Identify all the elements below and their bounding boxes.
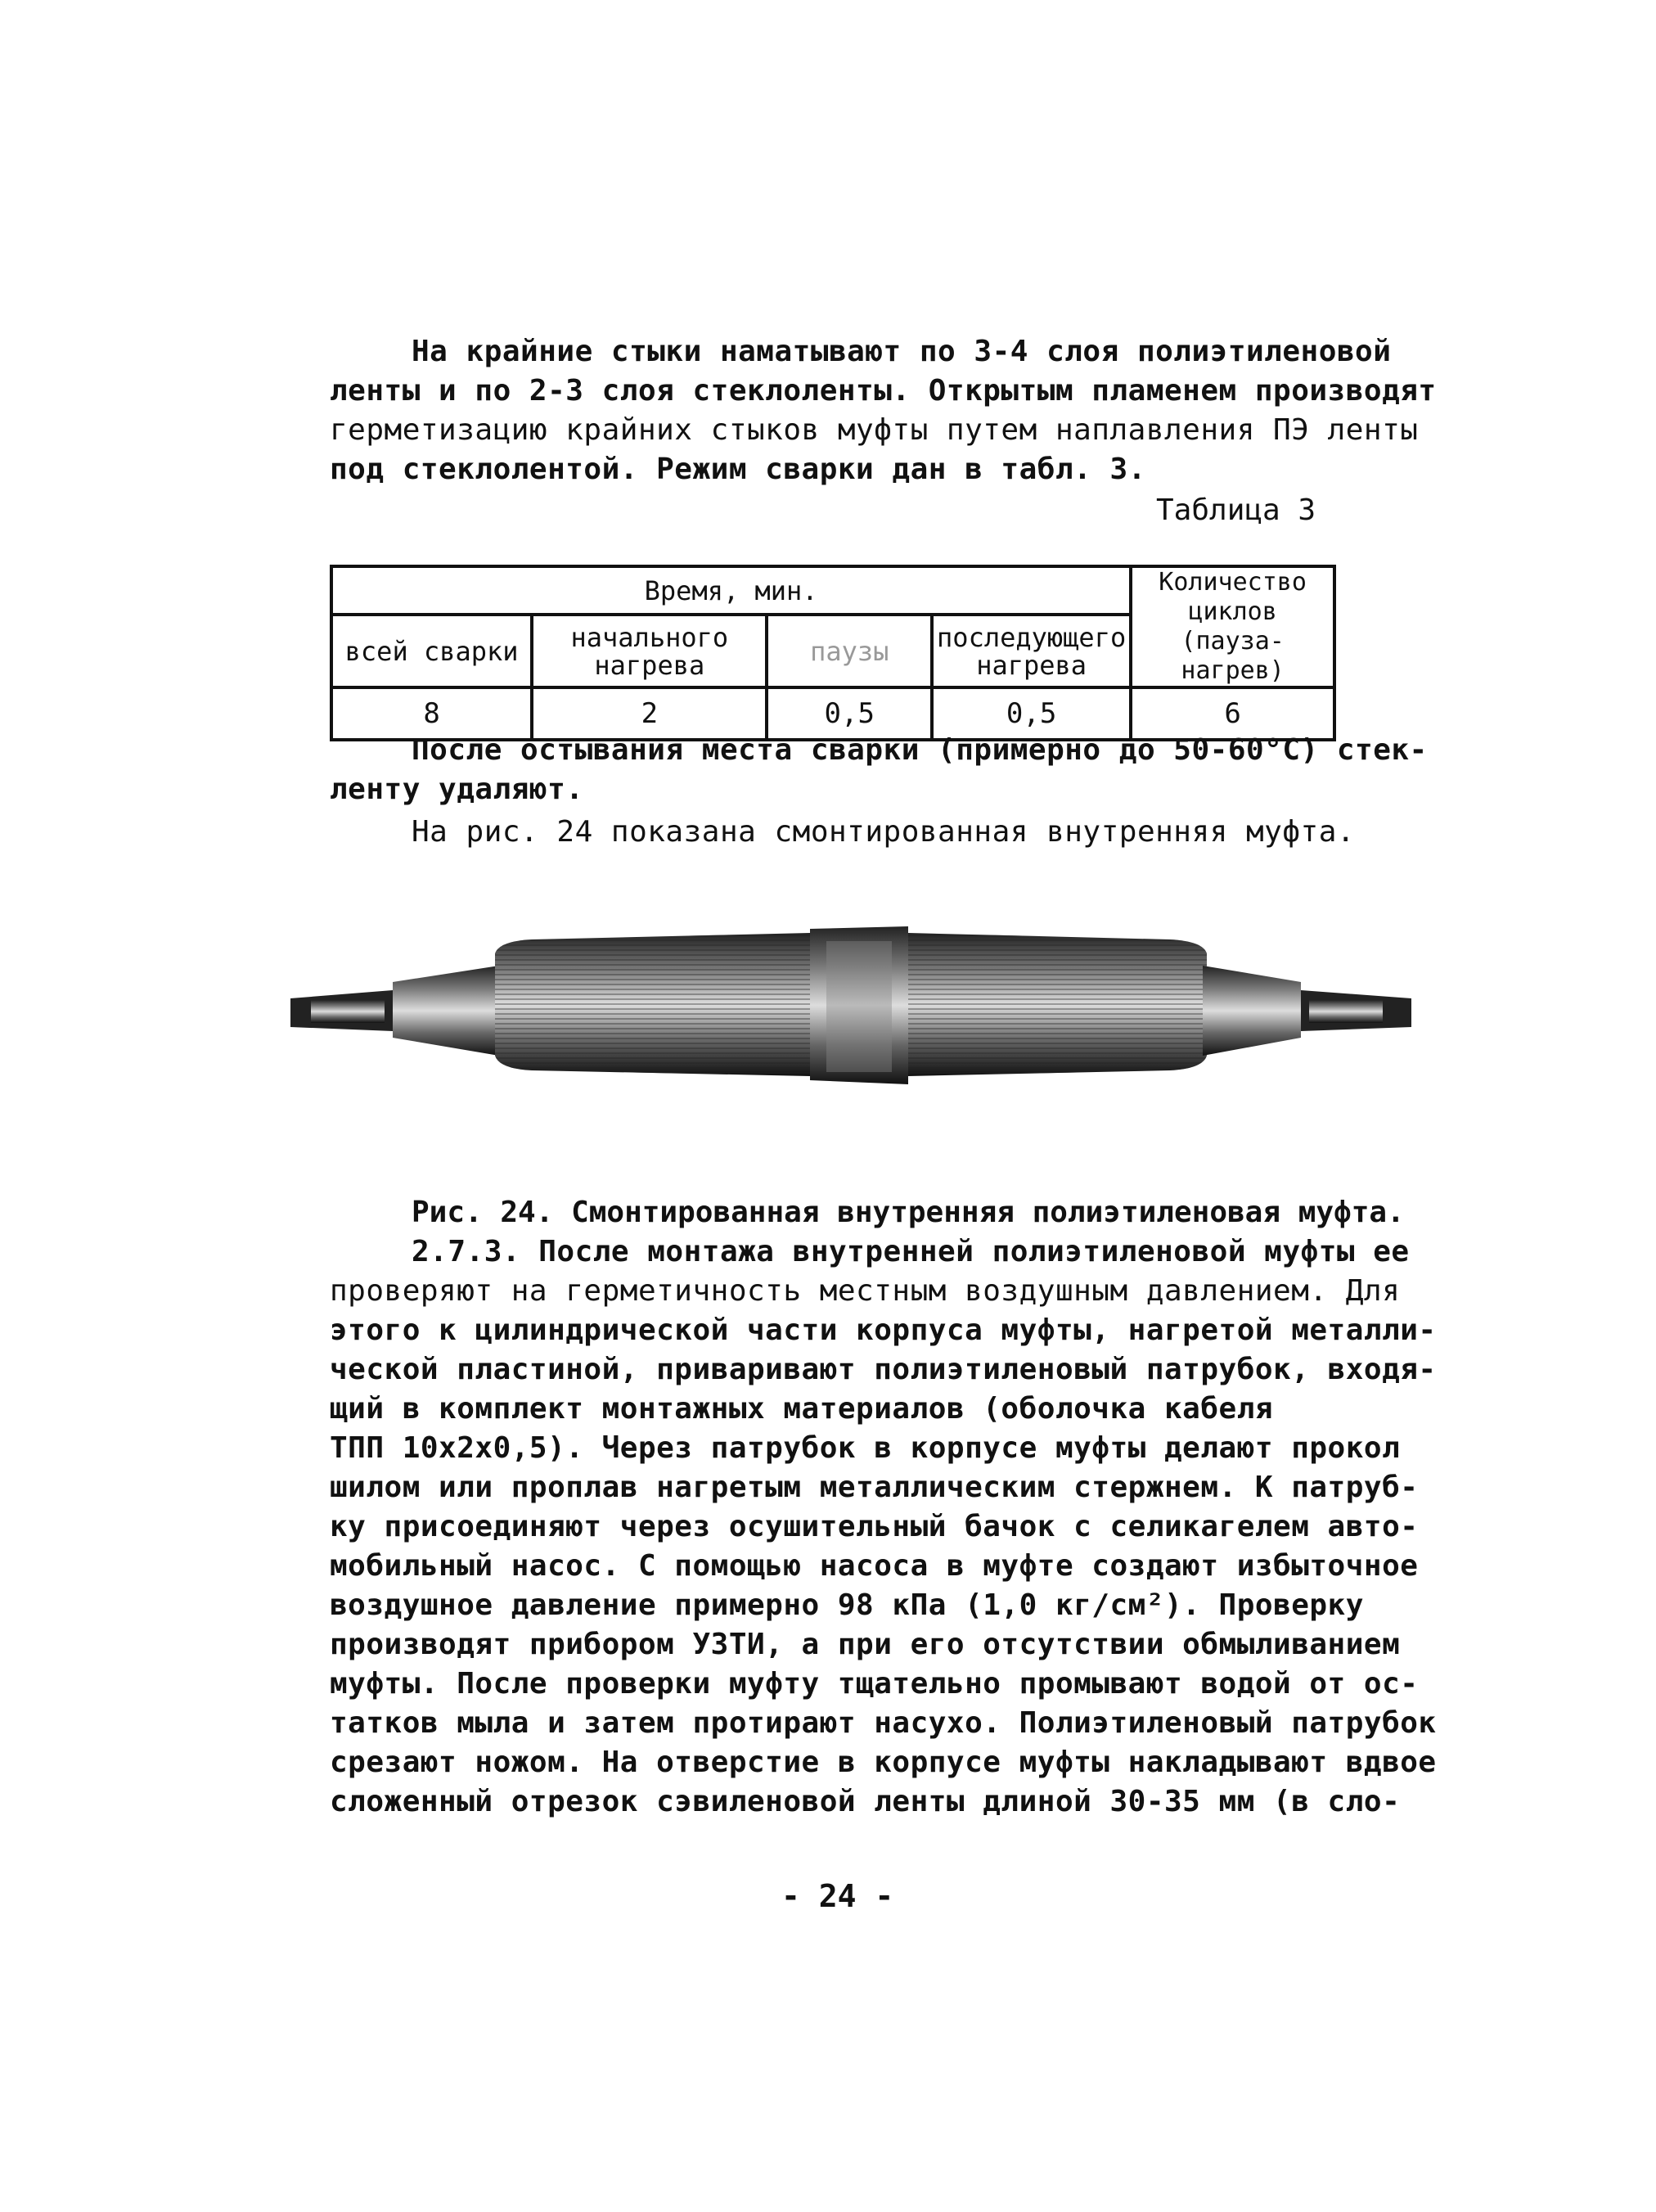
text-line: герметизацию крайних стыков муфты путем наплавления ПЭ ленты xyxy=(330,413,1419,447)
text-line: муфты. После проверки муфту тщательно промывают водой от ос- xyxy=(330,1667,1419,1701)
table-header-initial: начального нагрева xyxy=(532,615,767,687)
table-header-total: всей сварки xyxy=(331,615,532,687)
table-header-subsequent: последующего нагрева xyxy=(932,615,1131,687)
text-line: 2.7.3. После монтажа внутренней полиэтиленовой муфты ее xyxy=(412,1235,1410,1268)
text-line: ленту удаляют. xyxy=(330,773,584,806)
coupling-photo xyxy=(286,908,1415,1105)
table-cell: 6 xyxy=(1131,687,1334,740)
text-line: проверяют на герметичность местным воздушным давлением. Для xyxy=(330,1274,1401,1308)
table-cell: 8 xyxy=(331,687,532,740)
text-line: ТПП 10х2х0,5). Через патрубок в корпусе муфты делают прокол xyxy=(330,1431,1401,1465)
text-line: воздушное давление примерно 98 кПа (1,0 кг/см²). Проверку xyxy=(330,1588,1364,1622)
text-line: сложенный отрезок сэвиленовой ленты длиной 30-35 мм (в сло- xyxy=(330,1785,1401,1818)
text-line: ческой пластиной, приваривают полиэтиленовый патрубок, входя- xyxy=(330,1353,1437,1386)
table-cell: 0,5 xyxy=(932,687,1131,740)
table-caption: Таблица 3 xyxy=(1156,493,1316,527)
table-group-header: Время, мин. xyxy=(331,566,1131,615)
text-line: этого к цилиндрической части корпуса муфты, нагретой металли- xyxy=(330,1313,1437,1347)
text-line: На рис. 24 показана смонтированная внутренняя муфта. xyxy=(412,815,1356,849)
welding-mode-table xyxy=(330,565,1336,741)
text-line: ку присоединяют через осушительный бачок с селикагелем авто- xyxy=(330,1510,1419,1543)
text-line: производят прибором УЗТИ, а при его отсутствии обмыливанием xyxy=(330,1628,1401,1661)
text-line: ленты и по 2-3 слоя стеклоленты. Открытым пламенем производят xyxy=(330,374,1437,408)
text-line: под стеклолентой. Режим сварки дан в табл. 3. xyxy=(330,453,1146,486)
text-line: татков мыла и затем протирают насухо. Полиэтиленовый патрубок xyxy=(330,1706,1437,1740)
table-header-pause: паузы xyxy=(767,615,932,687)
table-cell: 2 xyxy=(532,687,767,740)
text-line: мобильный насос. С помощью насоса в муфте создают избыточное xyxy=(330,1549,1419,1583)
table-cell: 0,5 xyxy=(767,687,932,740)
text-line: срезают ножом. На отверстие в корпусе муфты накладывают вдвое xyxy=(330,1746,1437,1779)
text-line: шилом или проплав нагретым металлическим стержнем. К патруб- xyxy=(330,1471,1419,1504)
text-line: После остывания места сварки (примерно до 50-60°С) стек- xyxy=(412,733,1428,767)
table-header-cycles: Количество циклов (пауза-нагрев) xyxy=(1131,566,1334,687)
text-line: щий в комплект монтажных материалов (оболочка кабеля xyxy=(330,1392,1274,1426)
figure-caption: Рис. 24. Смонтированная внутренняя полиэтиленовая муфта. xyxy=(412,1196,1405,1229)
text-line: На крайние стыки наматывают по 3-4 слоя полиэтиленовой xyxy=(412,335,1392,368)
page-number: - 24 - xyxy=(781,1878,894,1914)
